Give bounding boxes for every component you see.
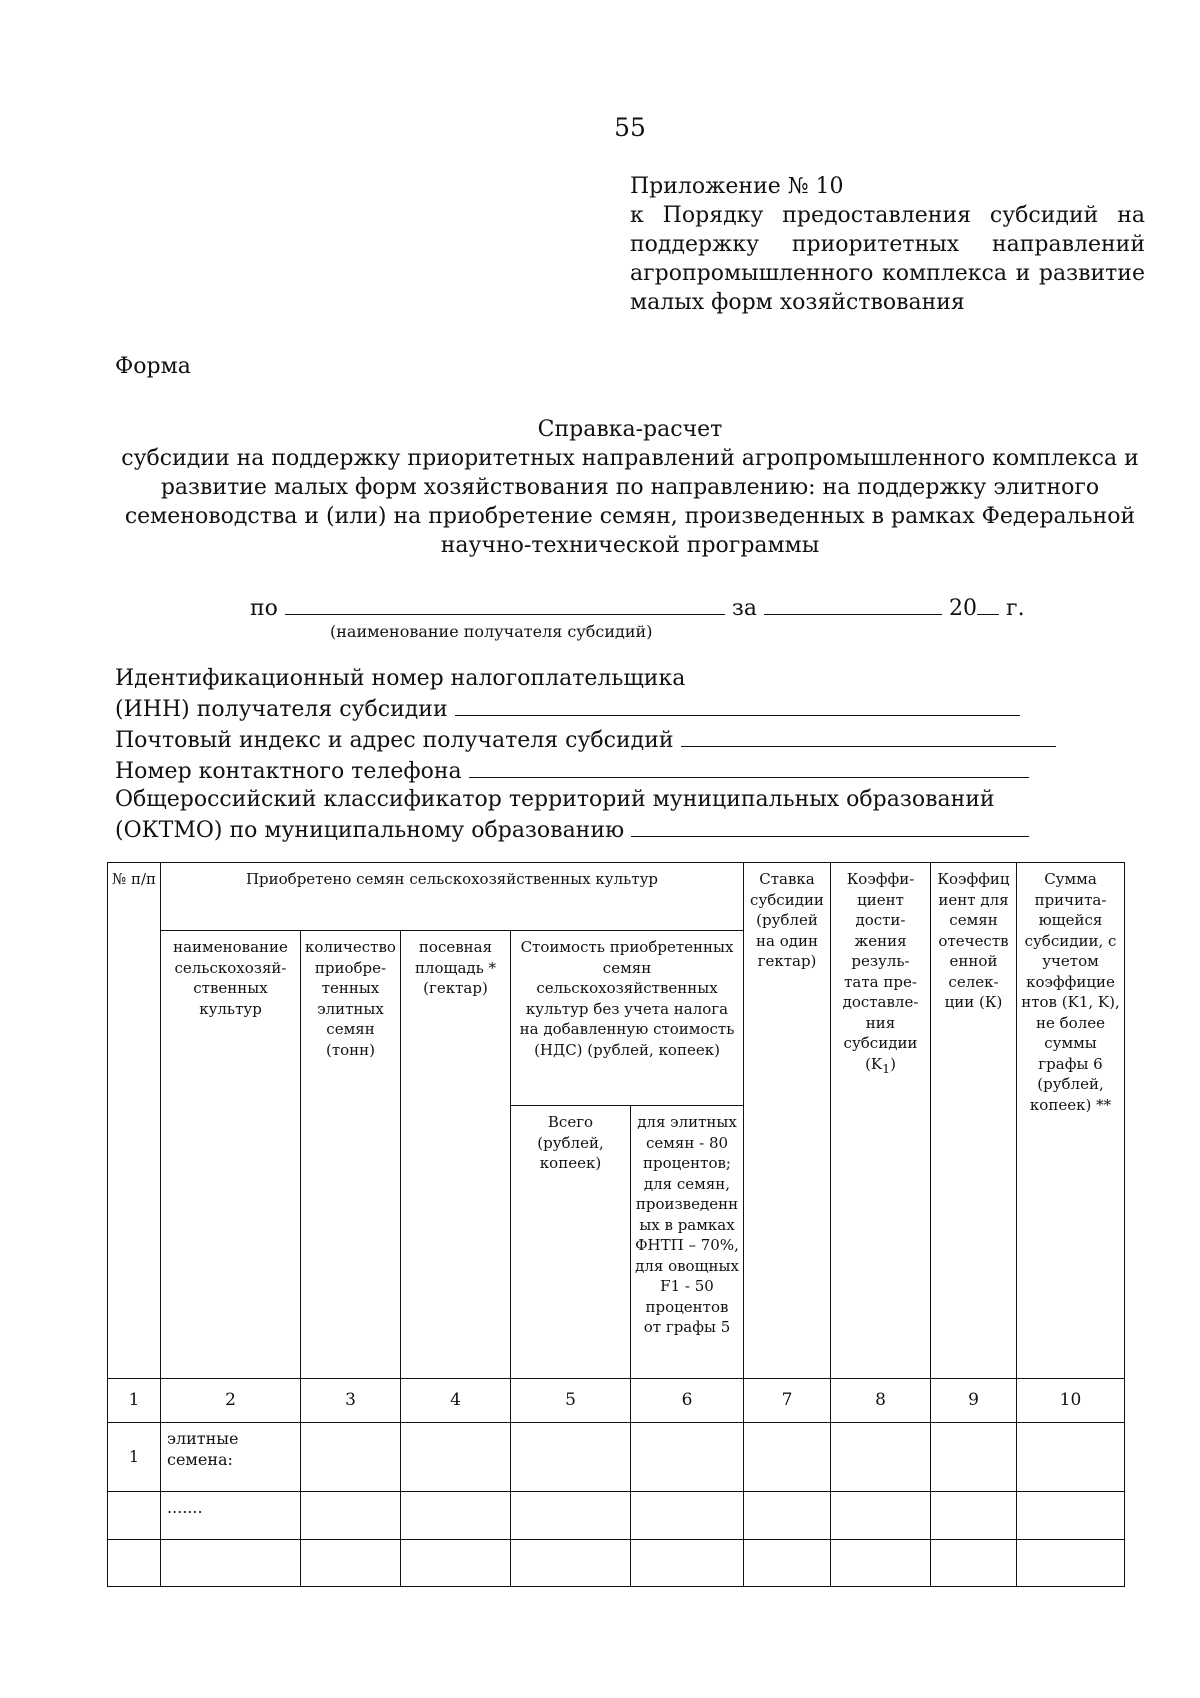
title-line-3: семеноводства и (или) на приобретение семян, произведенных в рамках Федеральной xyxy=(124,504,1136,529)
row-crop-name xyxy=(161,1540,301,1587)
table-cell[interactable] xyxy=(1017,1423,1125,1492)
col-header-quantity: количество приобре-тенных элитных семян (тонн) xyxy=(301,931,401,1379)
phone-field[interactable] xyxy=(469,755,1029,778)
appendix-line-3: агропромышленного комплекса и развитие xyxy=(630,261,1145,286)
year-prefix: 20 xyxy=(949,596,978,621)
year-field[interactable] xyxy=(977,592,999,615)
table-cell[interactable] xyxy=(631,1492,744,1540)
oktmo-label: (ОКТМО) по муниципальному образованию xyxy=(115,818,625,843)
page-number: 55 xyxy=(614,113,646,142)
title-line-1: субсидии на поддержку приоритетных направлений агропромышленного комплекса и xyxy=(121,446,1139,471)
forma-label: Форма xyxy=(115,354,191,379)
table-cell[interactable] xyxy=(1017,1540,1125,1587)
col-number: 2 xyxy=(161,1379,301,1423)
oktmo-line-1: Общероссийский классификатор территорий муниципальных образований xyxy=(115,787,995,812)
k1-close: ) xyxy=(890,1054,896,1073)
col-header-cost-group: Стоимость приобретенных семян сельскохозяйственных культур без учета налога на добавленную стоимость (НДС) (рублей, копеек) xyxy=(511,931,744,1106)
table-cell[interactable] xyxy=(401,1492,511,1540)
inn-line-1: Идентификационный номер налогоплательщика xyxy=(115,666,686,691)
table-cell[interactable] xyxy=(931,1492,1017,1540)
appendix-line-4: малых форм хозяйствования xyxy=(630,290,965,315)
table-cell[interactable] xyxy=(631,1423,744,1492)
table-cell[interactable] xyxy=(744,1423,831,1492)
table-cell[interactable] xyxy=(931,1540,1017,1587)
col-number: 6 xyxy=(631,1379,744,1423)
col-header-area: посевная площадь * (гектар) xyxy=(401,931,511,1379)
col-header-k: Коэффиц иент для семян отечеств енной селек-ции (К) xyxy=(931,863,1017,1379)
appendix-block xyxy=(630,172,1145,317)
table-cell[interactable] xyxy=(831,1540,931,1587)
postal-label: Почтовый индекс и адрес получателя субсидий xyxy=(115,728,674,753)
title-heading: Справка-расчет xyxy=(537,417,723,442)
table-cell[interactable] xyxy=(401,1540,511,1587)
col-number: 3 xyxy=(301,1379,401,1423)
k1-subscript: 1 xyxy=(882,1060,891,1076)
inn-label: (ИНН) получателя субсидии xyxy=(115,697,448,722)
inn-field[interactable] xyxy=(455,693,1020,716)
table-cell[interactable] xyxy=(744,1492,831,1540)
col-number: 10 xyxy=(1017,1379,1125,1423)
table-cell[interactable] xyxy=(1017,1492,1125,1540)
title-line-4: научно-технической программы xyxy=(440,533,820,558)
subsidy-table xyxy=(107,862,1125,1587)
k1-symbol: (K xyxy=(865,1054,883,1073)
oktmo-field[interactable] xyxy=(631,814,1029,837)
col-header-group: Приобретено семян сельскохозяйственных культур xyxy=(161,863,744,931)
postal-field[interactable] xyxy=(681,724,1056,747)
za-label: за xyxy=(731,596,758,621)
table-cell[interactable] xyxy=(831,1492,931,1540)
col-number: 4 xyxy=(401,1379,511,1423)
table-row xyxy=(108,1540,1125,1587)
k1-text: Коэффи-циент дости-жения резуль-тата пре-доставле-ния субсидии xyxy=(842,870,919,1052)
table-cell[interactable] xyxy=(744,1540,831,1587)
table-row xyxy=(108,1423,1125,1492)
col-header-k1 xyxy=(831,863,931,1379)
po-label: по xyxy=(250,596,278,621)
col-number: 7 xyxy=(744,1379,831,1423)
col-header-number: № п/п xyxy=(108,863,161,1379)
col-header-rate: Ставка субсидии (рублей на один гектар) xyxy=(744,863,831,1379)
recipient-info xyxy=(115,665,1056,845)
row-crop-name: элитные семена: xyxy=(161,1423,301,1492)
document-title xyxy=(110,415,1150,560)
row-number xyxy=(108,1492,161,1540)
col-header-total: Всего (рублей, копеек) xyxy=(511,1106,631,1379)
col-number: 5 xyxy=(511,1379,631,1423)
recipient-name-field[interactable] xyxy=(285,592,725,615)
row-number xyxy=(108,1540,161,1587)
col-number: 8 xyxy=(831,1379,931,1423)
table-cell[interactable] xyxy=(401,1423,511,1492)
row-crop-name: ....... xyxy=(161,1492,301,1540)
table-cell[interactable] xyxy=(931,1423,1017,1492)
table-cell[interactable] xyxy=(511,1492,631,1540)
table-cell[interactable] xyxy=(631,1540,744,1587)
year-suffix: г. xyxy=(1006,596,1025,621)
row-number: 1 xyxy=(108,1423,161,1492)
table-cell[interactable] xyxy=(301,1540,401,1587)
col-header-crop-name: наименование сельскохозяй-ственных культур xyxy=(161,931,301,1379)
table-cell[interactable] xyxy=(301,1492,401,1540)
col-header-sum: Сумма причита-ющейся субсидии, с учетом коэффицие нтов (K1, K), не более суммы графы 6 (рублей, копеек) ** xyxy=(1017,863,1125,1379)
table-cell[interactable] xyxy=(511,1540,631,1587)
col-number: 9 xyxy=(931,1379,1017,1423)
recipient-caption: (наименование получателя субсидий) xyxy=(330,622,653,641)
table-cell[interactable] xyxy=(301,1423,401,1492)
appendix-line-1: к Порядку предоставления субсидий на xyxy=(630,203,1145,228)
recipient-line xyxy=(250,592,1025,621)
title-line-2: развитие малых форм хозяйствования по направлению: на поддержку элитного xyxy=(160,475,1100,500)
table-cell[interactable] xyxy=(511,1423,631,1492)
appendix-title: Приложение № 10 xyxy=(630,174,844,199)
table-row xyxy=(108,1492,1125,1540)
col-number: 1 xyxy=(108,1379,161,1423)
col-header-percent: для элитных семян - 80 процентов; для семян, произведенн ых в рамках ФНТП – 70%, для овощных F1 - 50 процентов от графы 5 xyxy=(631,1106,744,1379)
period-field[interactable] xyxy=(764,592,942,615)
table-cell[interactable] xyxy=(831,1423,931,1492)
appendix-line-2: поддержку приоритетных направлений xyxy=(630,232,1145,257)
phone-label: Номер контактного телефона xyxy=(115,759,462,784)
